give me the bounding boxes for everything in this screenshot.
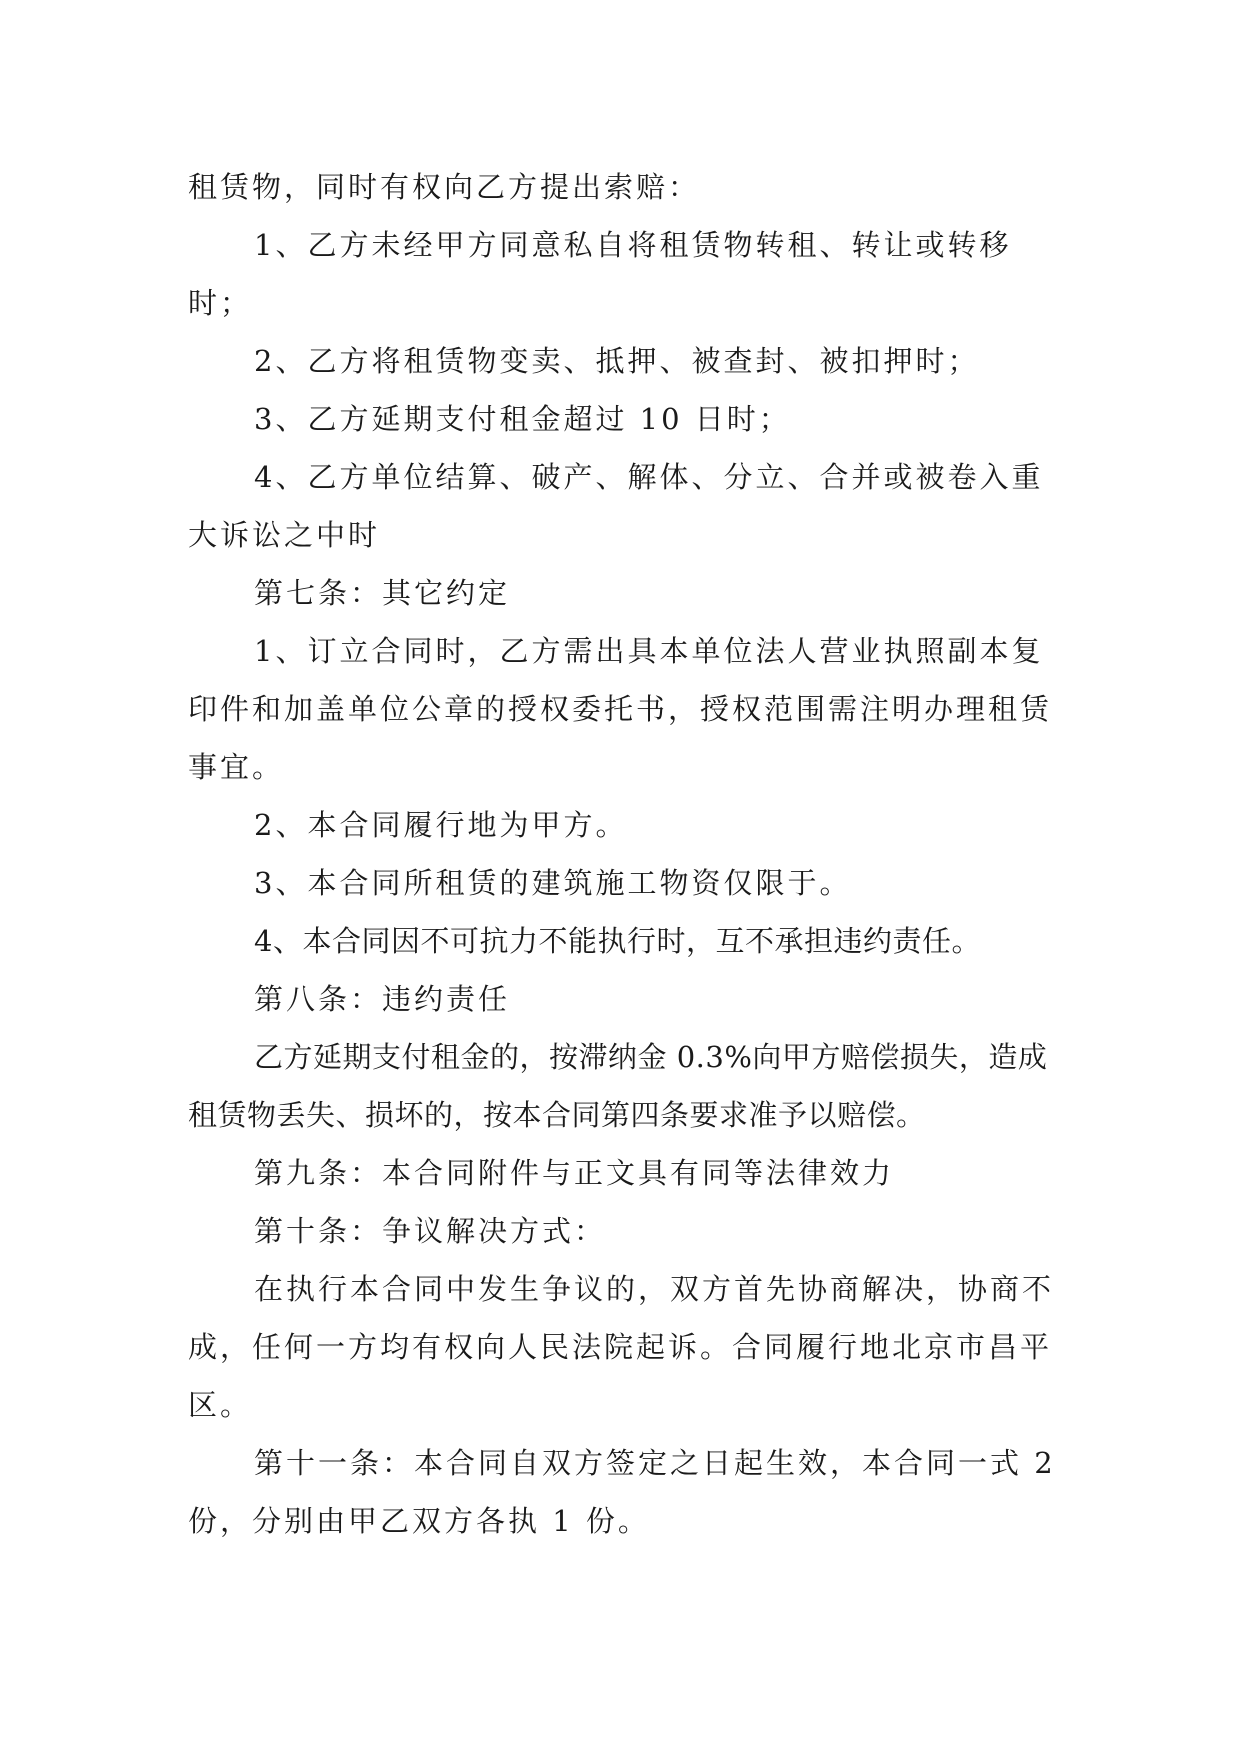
clause-item-1: 1、乙方未经甲方同意私自将租赁物转租、转让或转移时； [188,228,1012,320]
article-8-body: 乙方延期支付租金的，按滞纳金 0.3%向甲方赔偿损失，造成租赁物丢失、损坏的，按本合同第四条要求准予以赔偿。 [188,1040,1048,1132]
article-9-heading: 第九条：本合同附件与正文具有同等法律效力 [254,1156,895,1190]
document-body [188,158,1068,1550]
paragraph-continuation: 租赁物，同时有权向乙方提出索赔： [188,170,701,204]
clause-item-4: 4、乙方单位结算、破产、解体、分立、合并或被卷入重大诉讼之中时 [188,460,1044,552]
clause-item-3: 3、乙方延期支付租金超过 10 日时； [254,402,791,436]
article-10-heading: 第十条：争议解决方式： [254,1214,607,1248]
article-7-item-3: 3、本合同所租赁的建筑施工物资仅限于。 [254,866,852,900]
article-10-body: 在执行本合同中发生争议的，双方首先协商解决，协商不成，任何一方均有权向人民法院起诉。合同履行地北京市昌平区。 [188,1272,1055,1422]
article-7-item-1: 1、订立合同时，乙方需出具本单位法人营业执照副本复印件和加盖单位公章的授权委托书，授权范围需注明办理租赁事宜。 [188,634,1053,784]
article-7-heading: 第七条：其它约定 [254,576,511,610]
article-7-item-4: 4、本合同因不可抗力不能执行时，互不承担违约责任。 [254,924,981,958]
clause-item-2: 2、乙方将租赁物变卖、抵押、被查封、被扣押时； [254,344,980,378]
article-11-body: 第十一条：本合同自双方签定之日起生效，本合同一式 2 份，分别由甲乙双方各执 1 份。 [188,1446,1056,1538]
article-8-heading: 第八条：违约责任 [254,982,511,1016]
article-7-item-2: 2、本合同履行地为甲方。 [254,808,628,842]
